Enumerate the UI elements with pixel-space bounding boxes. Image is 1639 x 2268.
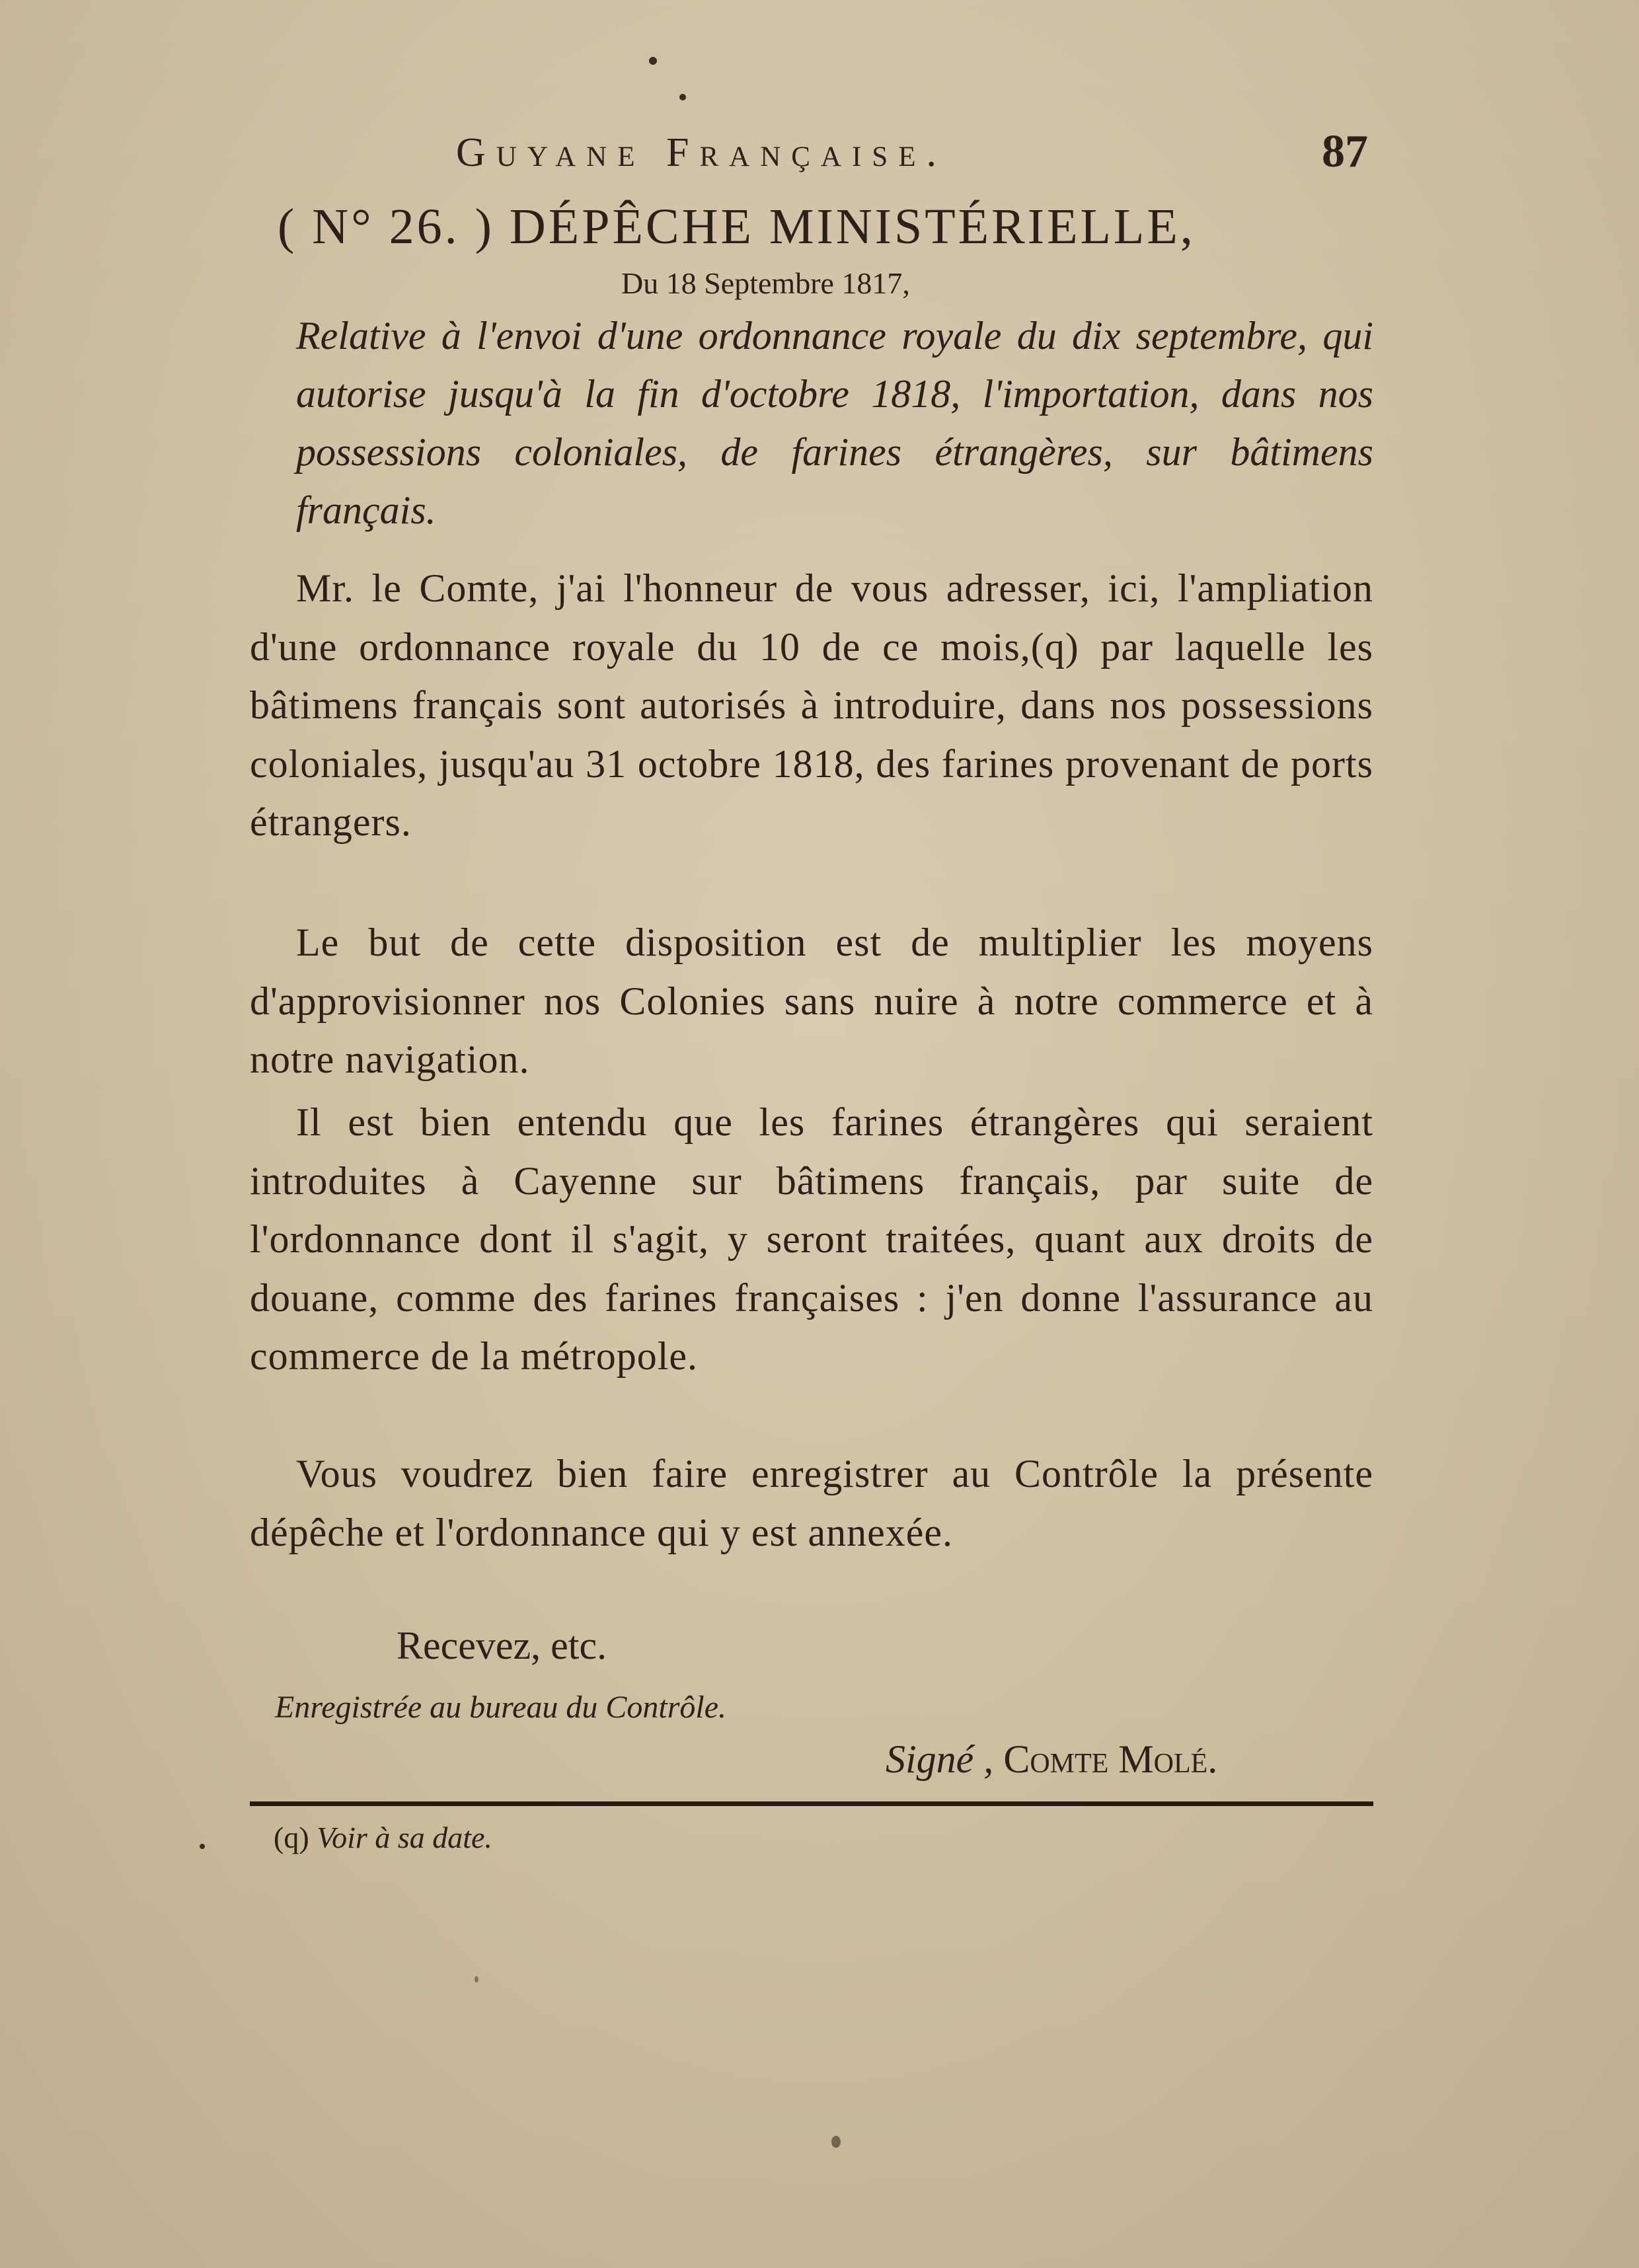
- paper-speck: [475, 1976, 478, 1983]
- footnote-text: Voir à sa date.: [317, 1821, 492, 1854]
- paragraph-3-text: Il est bien entendu que les farines étrangères qui seraient introduites à Cayenne sur bâtimens français, par suite de l'ordonnance dont il s'agit, y seront traitées, quant aux droits de douane, comme des farines françaises : j'en donne l'assurance au commerce de la métropole.: [250, 1100, 1373, 1378]
- closing-formula: Recevez, etc.: [397, 1624, 607, 1667]
- paragraph-2: [250, 913, 1373, 1089]
- paper-speck: [679, 94, 686, 100]
- paragraph-1-text: Mr. le Comte, j'ai l'honneur de vous adresser, ici, l'ampliation d'une ordonnance royale du 10 de ce mois,(q) par laquelle les bâtimens français sont autorisés à introduire, dans nos possessions coloniales, jusqu'au 31 octobre 1818, des farines provenant de ports étrangers.: [250, 566, 1373, 844]
- paper-speck: [831, 2136, 841, 2148]
- paper-speck: [649, 57, 657, 65]
- paper-speck: [200, 1844, 205, 1849]
- signature: [886, 1737, 1217, 1782]
- document-date: Du 18 Septembre 1817,: [621, 266, 910, 300]
- paragraph-4: [250, 1445, 1373, 1562]
- paragraph-2-text: Le but de cette disposition est de multiplier les moyens d'approvisionner nos Colonies sans nuire à notre commerce et à notre navigation.: [250, 921, 1373, 1081]
- registration-note: Enregistrée au bureau du Contrôle.: [275, 1690, 727, 1725]
- document-summary: [250, 307, 1373, 539]
- paragraph-1: [250, 559, 1373, 852]
- footnote-mark: (q): [274, 1821, 309, 1854]
- footnote-rule: [250, 1801, 1373, 1806]
- signature-prefix: Signé ,: [886, 1737, 994, 1781]
- document-heading: ( N° 26. ) DÉPÊCHE MINISTÉRIELLE,: [278, 199, 1196, 254]
- paragraph-4-text: Vous voudrez bien faire enregistrer au Contrôle la présente dépêche et l'ordonnance qui y est annexée.: [250, 1452, 1373, 1554]
- page-number: 87: [1322, 126, 1368, 177]
- footnote: [274, 1820, 492, 1855]
- summary-text: Relative à l'envoi d'une ordonnance royale du dix septembre, qui autorise jusqu'à la fin d'octobre 1818, l'importation, dans nos possessions coloniales, de farines étrangères, sur bâtimens français.: [296, 314, 1373, 532]
- running-head: [456, 126, 1368, 189]
- signature-name: Comte Molé.: [1003, 1737, 1218, 1781]
- paragraph-3: [250, 1093, 1373, 1386]
- running-head-title: Guyane Française.: [456, 130, 947, 175]
